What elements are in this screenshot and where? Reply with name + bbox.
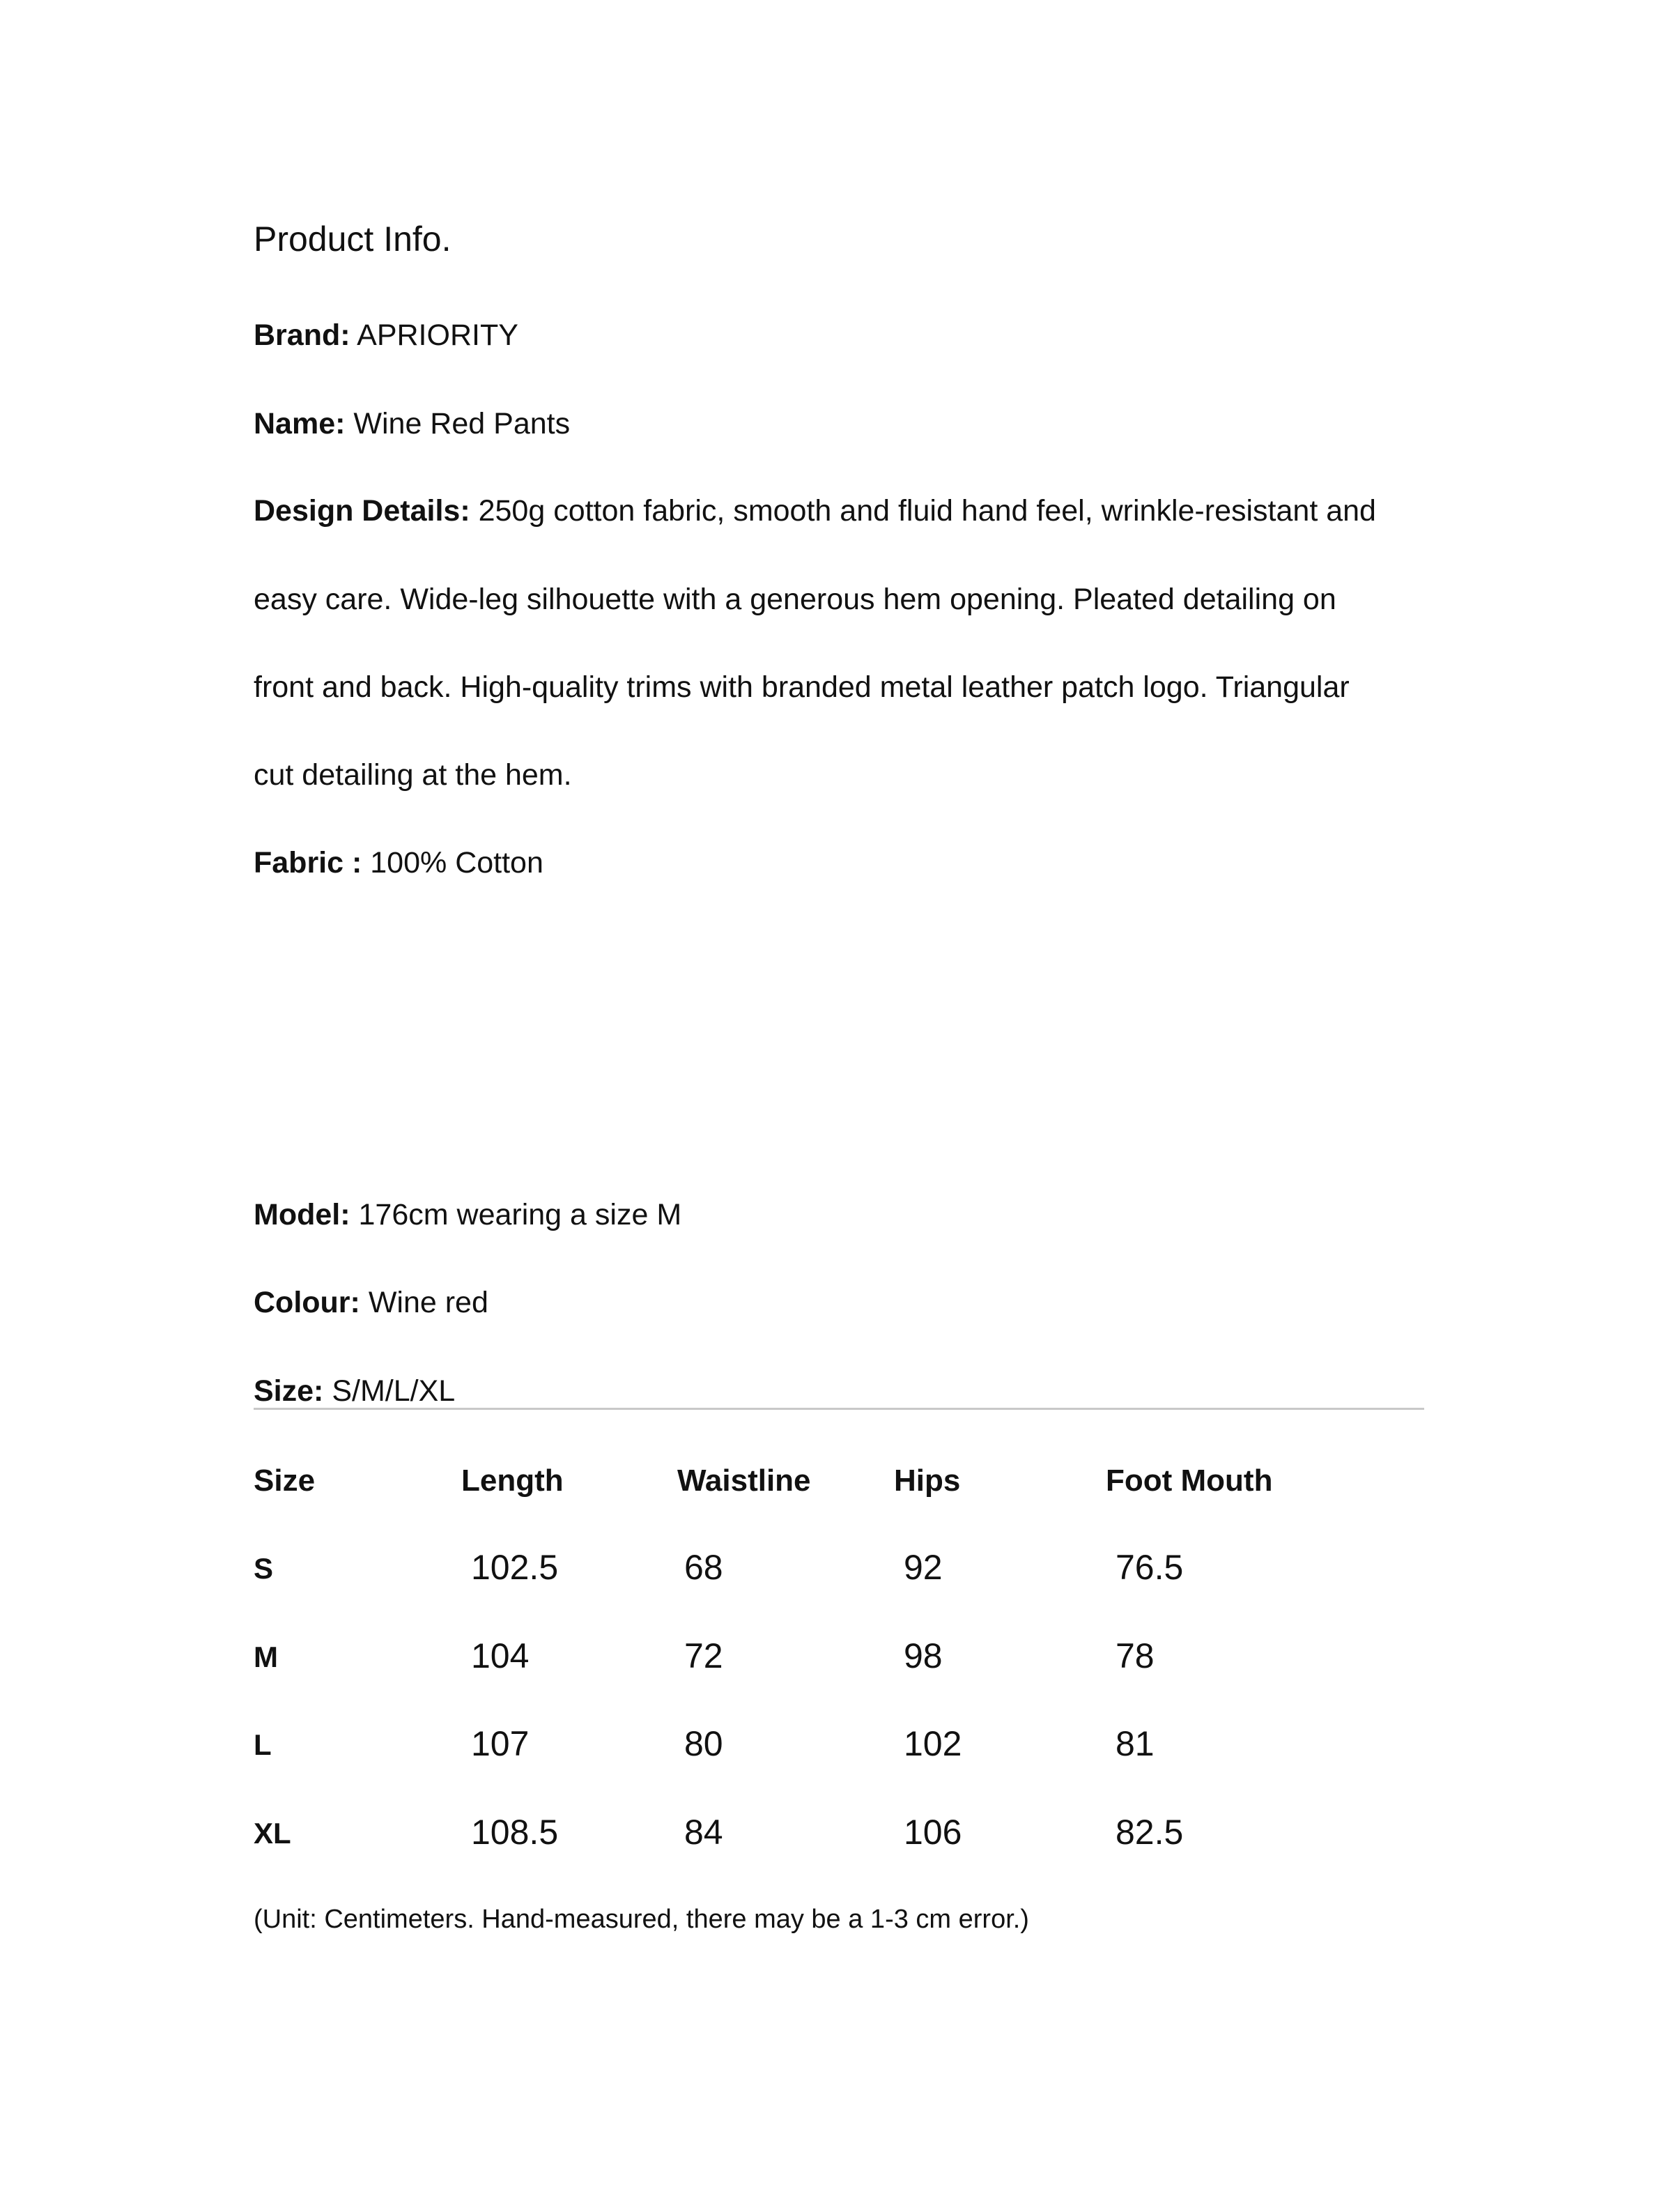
- table-cell-foot-mouth: 82.5: [1116, 1813, 1184, 1852]
- table-cell-waistline: 72: [684, 1636, 723, 1675]
- table-cell-length: 102.5: [471, 1548, 559, 1587]
- colour-line: [254, 1288, 488, 1318]
- fabric-line: [254, 848, 543, 878]
- name-label: Name:: [254, 407, 346, 440]
- table-cell-waistline: 68: [684, 1548, 723, 1587]
- model-line: [254, 1200, 681, 1230]
- size-line: [254, 1376, 455, 1406]
- design-text-1: 250g cotton fabric, smooth and fluid hand feel, wrinkle-resistant and: [478, 494, 1376, 528]
- size-label: Size:: [254, 1374, 324, 1408]
- table-cell-hips: 92: [904, 1548, 943, 1587]
- brand-label: Brand:: [254, 318, 350, 352]
- header-hips: Hips: [894, 1464, 961, 1498]
- design-line-1: [254, 496, 1376, 526]
- design-line-4: [254, 760, 572, 790]
- design-line-3: [254, 670, 1350, 704]
- design-label: Design Details:: [254, 494, 470, 528]
- table-divider: [254, 1408, 1424, 1410]
- measurement-note: (Unit: Centimeters. Hand-measured, there may be a 1-3 cm error.): [254, 1905, 1029, 1934]
- table-cell-hips: 106: [904, 1813, 962, 1852]
- header-length: Length: [461, 1464, 564, 1498]
- header-waistline: Waistline: [677, 1464, 811, 1498]
- table-cell-hips: 102: [904, 1724, 962, 1763]
- table-cell-hips: 98: [904, 1636, 943, 1675]
- fabric-value: 100% Cotton: [370, 846, 543, 880]
- table-cell-length: 104: [471, 1636, 530, 1675]
- model-value: 176cm wearing a size M: [358, 1198, 682, 1231]
- name-value: Wine Red Pants: [353, 407, 571, 440]
- model-label: Model:: [254, 1198, 350, 1231]
- colour-label: Colour:: [254, 1286, 360, 1319]
- header-size: Size: [254, 1464, 316, 1498]
- fabric-label: Fabric :: [254, 846, 362, 880]
- table-cell-foot-mouth: 76.5: [1116, 1548, 1184, 1587]
- brand-line: [254, 318, 518, 352]
- name-line: [254, 409, 570, 439]
- design-text-4: cut detailing at the hem.: [254, 758, 572, 792]
- table-cell-waistline: 84: [684, 1813, 723, 1852]
- table-cell-length: 108.5: [471, 1813, 559, 1852]
- table-cell-length: 107: [471, 1724, 530, 1763]
- design-text-2: easy care. Wide-leg silhouette with a generous hem opening. Pleated detailing on: [254, 583, 1336, 616]
- table-cell-waistline: 80: [684, 1724, 723, 1763]
- brand-value: APRIORITY: [357, 318, 518, 352]
- table-cell-foot-mouth: 78: [1116, 1636, 1155, 1675]
- design-line-2: [254, 585, 1336, 615]
- table-cell-foot-mouth: 81: [1116, 1724, 1155, 1763]
- design-text-3: front and back. High-quality trims with branded metal leather patch logo. Triangular: [254, 670, 1350, 704]
- size-value: S/M/L/XL: [332, 1374, 456, 1408]
- header-foot-mouth: Foot Mouth: [1106, 1464, 1273, 1498]
- colour-value: Wine red: [368, 1286, 488, 1319]
- table-row-size: M: [254, 1641, 278, 1673]
- table-row-size: S: [254, 1552, 274, 1585]
- table-row-size: XL: [254, 1817, 291, 1850]
- table-row-size: L: [254, 1728, 272, 1761]
- page-title: Product Info.: [254, 220, 452, 259]
